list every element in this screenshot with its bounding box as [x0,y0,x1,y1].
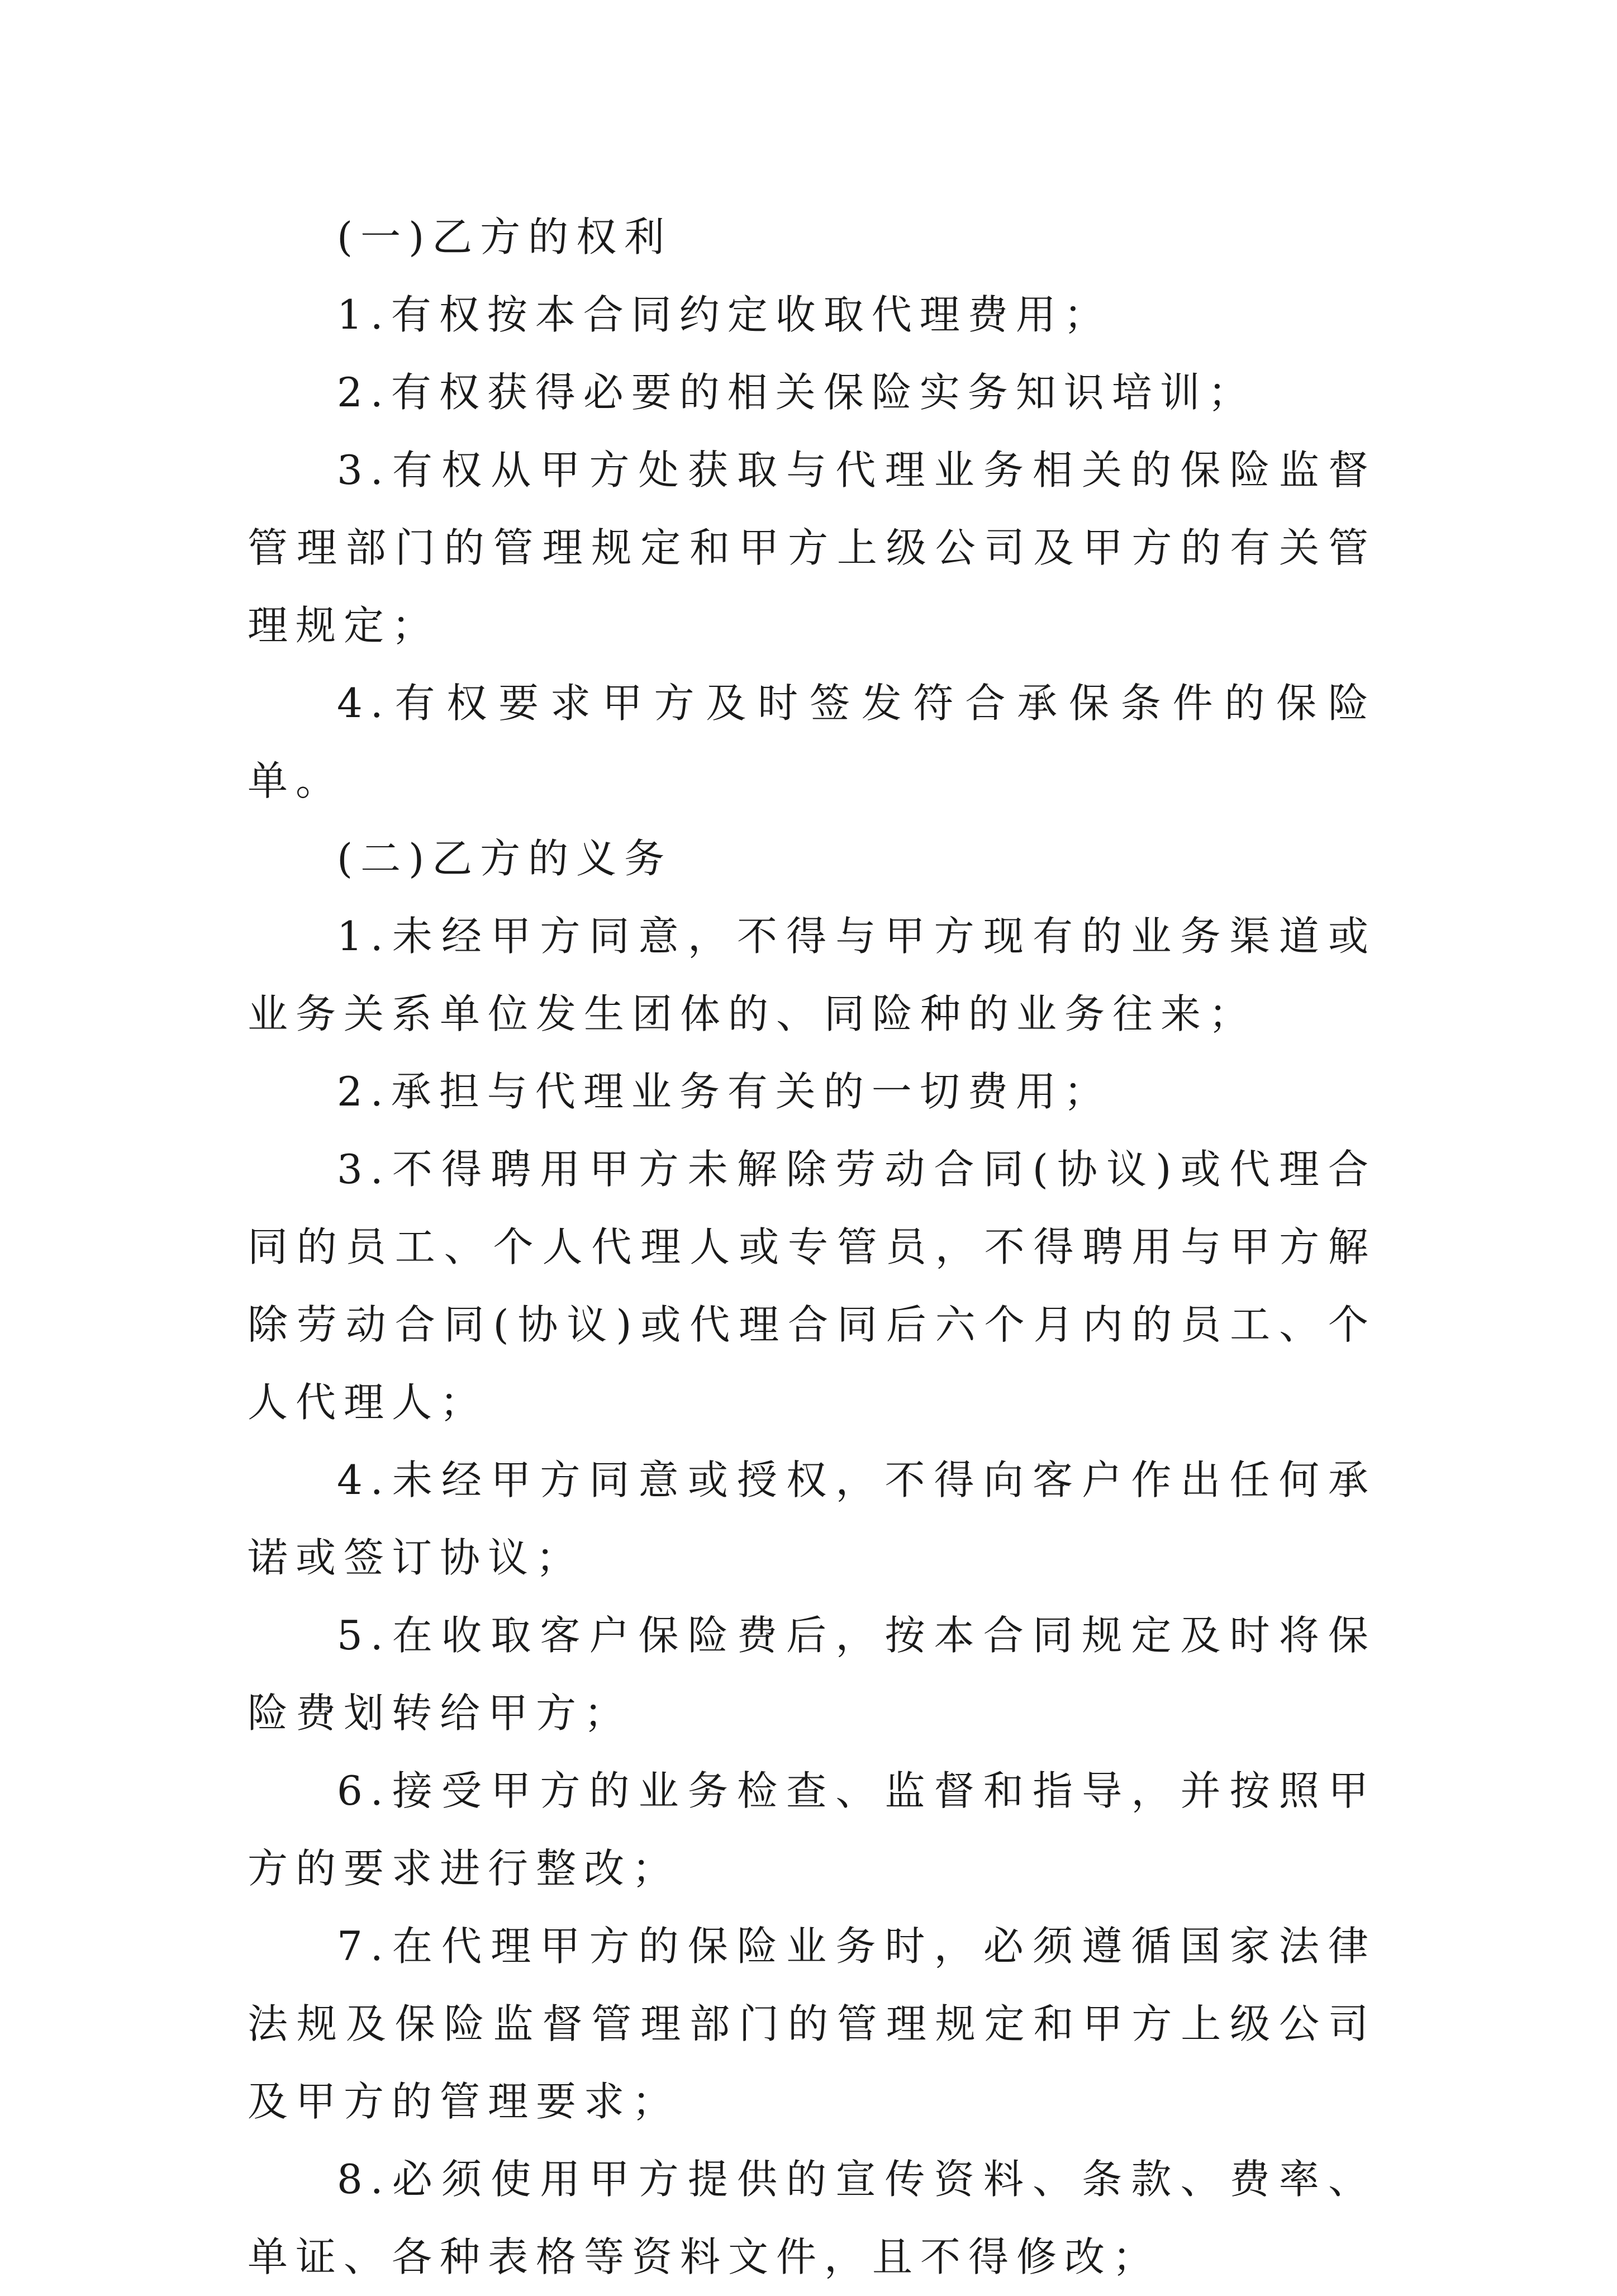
rights-item-4: 4.有权要求甲方及时签发符合承保条件的保险单。 [248,680,1376,804]
obligations-item-2: 2.承担与代理业务有关的一切费用； [337,1068,1112,1115]
obligations-item-8: 8.必须使用甲方提供的宣传资料、条款、费率、单证、各种表格等资料文件，且不得修改； [248,2156,1376,2280]
obligations-item-5: 5.在收取客户保险费后，按本合同规定及时将保险费划转给甲方； [248,1612,1376,1737]
obligations-item-7: 7.在代理甲方的保险业务时，必须遵循国家法律法规及保险监督管理部门的管理规定和甲方上级公司及甲方的管理要求； [248,1923,1376,2125]
obligations-item-3: 3.不得聘用甲方未解除劳动合同(协议)或代理合同的员工、个人代理人或专管员，不得聘用与甲方解除劳动合同(协议)或代理合同后六个月内的员工、个人代理人； [248,1146,1376,1426]
rights-item-2: 2.有权获得必要的相关保险实务知识培训； [337,369,1256,416]
obligations-item-4: 4.未经甲方同意或授权，不得向客户作出任何承诺或签订协议； [248,1457,1376,1581]
document-body [248,198,1376,2296]
rights-item-1: 1.有权按本合同约定收取代理费用； [337,291,1112,338]
section-heading-rights: (一)乙方的权利 [337,214,673,260]
obligations-item-1: 1.未经甲方同意，不得与甲方现有的业务渠道或业务关系单位发生团体的、同险种的业务往来； [248,913,1376,1037]
section-heading-obligations: (二)乙方的义务 [337,835,673,882]
obligations-item-6: 6.接受甲方的业务检查、监督和指导，并按照甲方的要求进行整改； [248,1767,1376,1892]
rights-item-3: 3.有权从甲方处获取与代理业务相关的保险监督管理部门的管理规定和甲方上级公司及甲方的有关管理规定； [248,447,1376,649]
